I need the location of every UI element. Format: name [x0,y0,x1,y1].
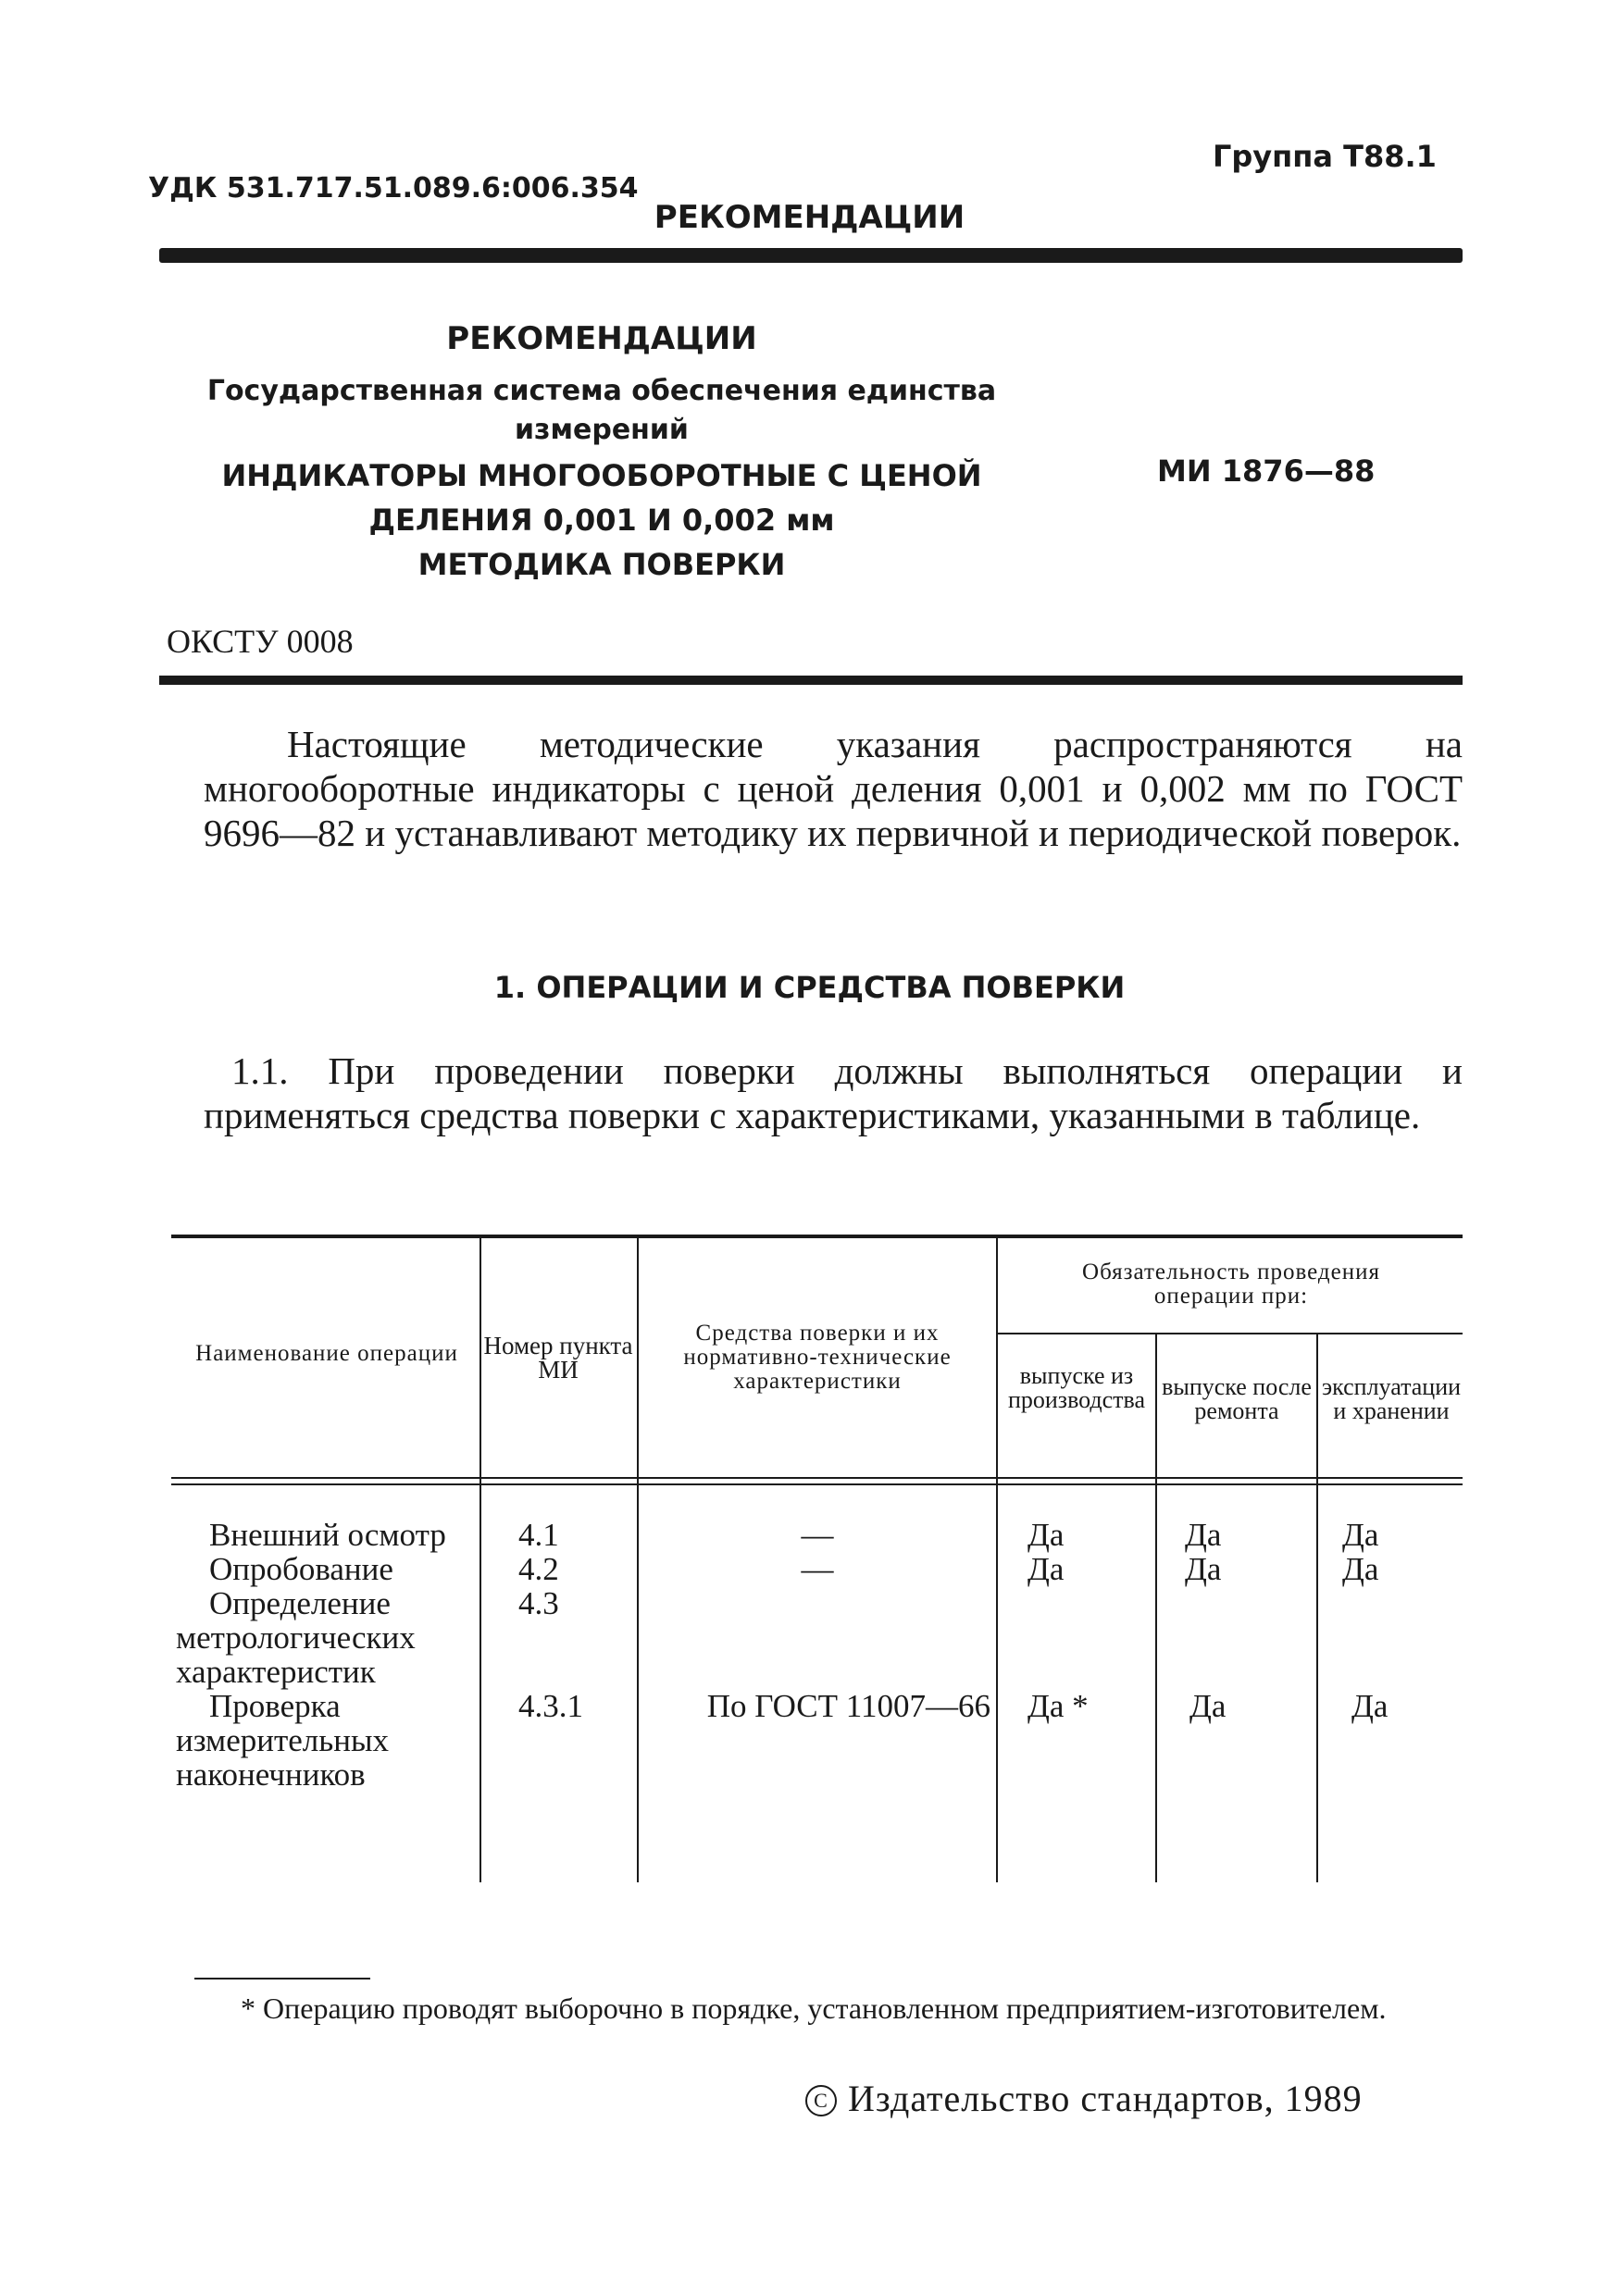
cell-release: Да * [1027,1688,1089,1724]
table-row [176,1689,454,1792]
cell-repair: Да [1189,1688,1227,1724]
system-title: Государственная система обеспечения единства измерений [206,375,997,446]
udk-code: УДК 531.717.51.089.6:006.354 [148,172,639,205]
cell-operation: Определение метрологических характеристик [176,1585,416,1690]
footnote: * Операцию проводят выборочно в порядке, установленном предприятием-изготовителем. [241,1992,1387,2025]
cell-means: По ГОСТ 11007—66 [706,1688,990,1724]
title-rule [159,676,1463,685]
cell-storage: Да [1351,1688,1389,1724]
table-col-divider [1316,1333,1318,1882]
copyright-icon: C [805,2085,837,2116]
cell-operation: Опробование [209,1551,393,1587]
table-row [176,1518,478,1552]
cell-repair: Да [1185,1551,1222,1587]
header-title: РЕКОМЕНДАЦИИ [654,199,965,236]
cell-item: 4.1 [518,1517,559,1553]
table-top-rule [171,1235,1463,1238]
document-number: МИ 1876—88 [1157,453,1376,489]
th-obligation-group: Обязательность проведения операции при: [1082,1260,1380,1309]
group-label: Группа Т88.1 [1213,139,1437,174]
document-type: РЕКОМЕНДАЦИИ [446,320,757,357]
th-storage: эксплуатации и хранении [1321,1373,1462,1424]
product-title-line-3: МЕТОДИКА ПОВЕРКИ [417,547,786,582]
intro-paragraph: Настоящие методические указания распространяются на многооборотные индикаторы с ценой деления 0,001 и 0,002 мм по ГОСТ 9696—82 и устанавливают методику их первичной и периодической поверок. [204,723,1463,854]
cell-operation: Проверка измерительных наконечников [176,1688,389,1793]
section-heading: 1. ОПЕРАЦИИ И СРЕДСТВА ПОВЕРКИ [493,970,1126,1005]
publisher-text: Издательство стандартов, 1989 [848,2078,1363,2119]
paragraph-1-1: 1.1. При проведении поверки должны выполняться операции и применяться средства поверки с характеристиками, указанными в таблице. [204,1049,1463,1136]
cell-release: Да [1027,1551,1065,1587]
cell-item: 4.3 [518,1585,559,1621]
table-row [176,1586,472,1689]
cell-storage: Да [1342,1517,1379,1553]
table-header-rule-a [171,1477,1463,1479]
publisher-line [805,2077,1363,2120]
header-rule [159,248,1463,263]
product-title-line-1: ИНДИКАТОРЫ МНОГООБОРОТНЫЕ С ЦЕНОЙ [221,458,982,493]
th-repair: выпуске после ремонта [1162,1373,1312,1424]
cell-storage: Да [1342,1551,1379,1587]
th-means: Средства поверки и их нормативно-технические характеристики [683,1321,952,1394]
cell-release: Да [1027,1517,1065,1553]
th-operation: Наименование операции [195,1341,458,1366]
cell-means: — [801,1551,834,1587]
cell-operation: Внешний осмотр [209,1517,446,1553]
table-col-divider [996,1238,998,1882]
th-item: Номер пункта МИ [483,1332,633,1384]
th-release: выпуске из производства [1007,1362,1146,1413]
table-subheader-rule [998,1333,1463,1334]
table-col-divider [1155,1333,1157,1882]
product-title [185,453,1018,587]
table-header-rule-b [171,1483,1463,1485]
cell-item: 4.2 [518,1551,559,1587]
footnote-rule [194,1978,370,1980]
cell-item: 4.3.1 [518,1688,583,1724]
cell-repair: Да [1185,1517,1222,1553]
table-row [176,1552,478,1586]
product-title-line-2: ДЕЛЕНИЯ 0,001 И 0,002 мм [368,503,835,538]
okstu-code: ОКСТУ 0008 [167,623,354,660]
cell-means: — [801,1517,834,1553]
